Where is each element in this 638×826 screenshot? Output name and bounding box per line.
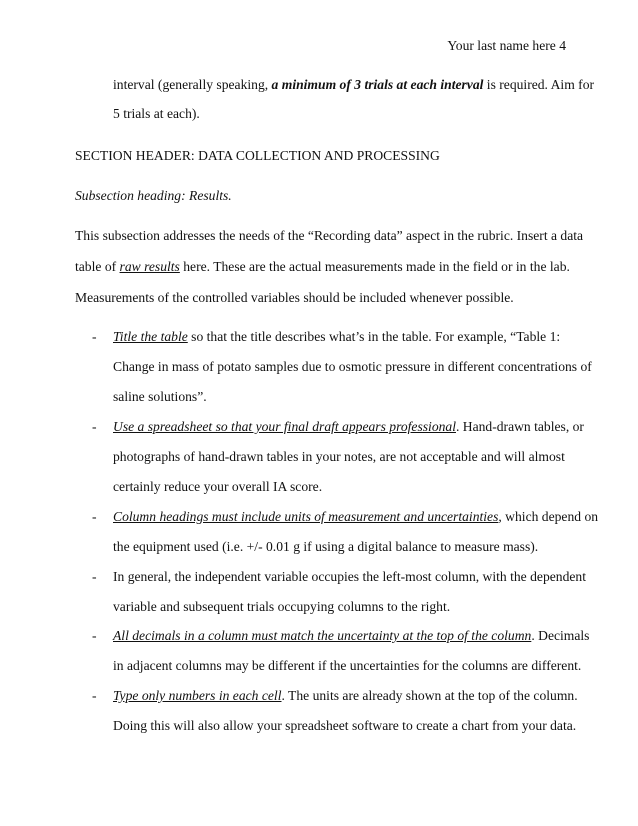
bullet-1-emphasis: Title the table xyxy=(113,329,188,344)
bullet-dash: - xyxy=(92,419,97,434)
intro-text: interval (generally speaking, xyxy=(113,77,272,92)
bullet-2-line-2: photographs of hand-drawn tables in your notes, are not acceptable and will almost xyxy=(113,449,565,464)
bullet-dash: - xyxy=(92,688,97,703)
bullet-3-emphasis: Column headings must include units of measurement and uncertainties xyxy=(113,509,499,524)
subsection-heading: Subsection heading: Results. xyxy=(75,188,232,203)
bullet-dash: - xyxy=(92,569,97,584)
bullet-2-line-1 xyxy=(113,419,584,435)
bullet-3-text: , which depend on xyxy=(498,509,599,524)
bullet-4-line-2: variable and subsequent trials occupying columns to the right. xyxy=(113,599,451,614)
intro-emphasis: a minimum of 3 trials at each interval xyxy=(271,77,484,92)
bullet-1-line-3: saline solutions”. xyxy=(113,389,207,404)
bullet-6-line-2: Doing this will also allow your spreadsheet software to create a chart from your data. xyxy=(113,718,577,733)
bullet-6-emphasis: Type only numbers in each cell xyxy=(113,688,282,703)
bullet-1-text: so that the title describes what’s in the table. For example, “Table 1: xyxy=(187,329,561,344)
bullet-2-emphasis: Use a spreadsheet so that your final draft appears professional xyxy=(113,419,456,434)
intro-line-2: 5 trials at each). xyxy=(113,106,200,121)
bullet-dash: - xyxy=(92,509,97,524)
bullet-3-line-2: the equipment used (i.e. +/- 0.01 g if using a digital balance to measure mass). xyxy=(113,539,539,554)
bullet-1-line-2: Change in mass of potato samples due to osmotic pressure in different concentrations of xyxy=(113,359,592,374)
section-header: SECTION HEADER: DATA COLLECTION AND PROCESSING xyxy=(75,148,440,163)
bullet-4-line-1: In general, the independent variable occupies the left-most column, with the dependent xyxy=(113,569,586,584)
bullet-2-text: . Hand-drawn tables, or xyxy=(455,419,584,434)
paragraph-line-1: This subsection addresses the needs of the “Recording data” aspect in the rubric. Insert a data xyxy=(75,228,584,243)
bullet-5-line-2: in adjacent columns may be different if the uncertainties for the columns are different. xyxy=(113,658,582,673)
bullet-5-text: . Decimals xyxy=(531,628,590,643)
paragraph-text: table of xyxy=(75,259,120,274)
paragraph-line-2 xyxy=(75,259,570,275)
paragraph-text-end: here. These are the actual measurements made in the field or in the lab. xyxy=(179,259,570,274)
bullet-5-emphasis: All decimals in a column must match the uncertainty at the top of the column xyxy=(113,628,532,643)
intro-line-1 xyxy=(113,77,594,93)
paragraph-line-3: Measurements of the controlled variables should be included whenever possible. xyxy=(75,290,514,305)
bullet-2-line-3: certainly reduce your overall IA score. xyxy=(113,479,323,494)
bullet-5-line-1 xyxy=(113,628,589,644)
bullet-dash: - xyxy=(92,329,97,344)
raw-results-emphasis: raw results xyxy=(119,259,180,274)
bullet-dash: - xyxy=(92,628,97,643)
running-head: Your last name here 4 xyxy=(447,38,566,53)
intro-text-end: is required. Aim for xyxy=(483,77,595,92)
bullet-6-text: . The units are already shown at the top of the column. xyxy=(281,688,578,703)
bullet-3-line-1 xyxy=(113,509,598,525)
bullet-1-line-1 xyxy=(113,329,560,345)
bullet-6-line-1 xyxy=(113,688,578,704)
